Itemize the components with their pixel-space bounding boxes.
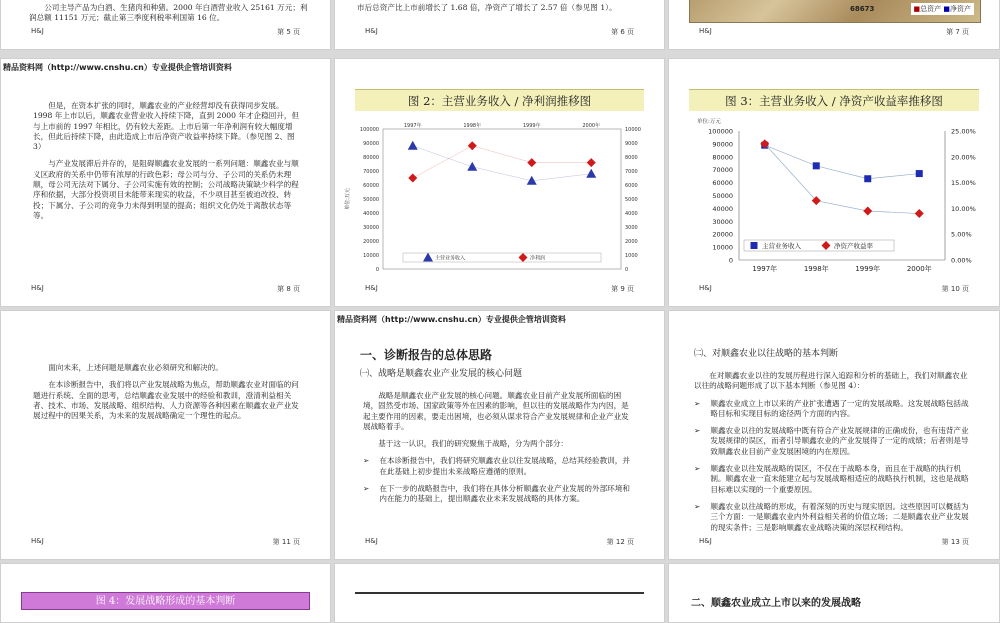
slide-page-13 xyxy=(668,310,1000,560)
arrow-bullet-icon: ➢ xyxy=(694,426,701,436)
page12-body xyxy=(363,391,635,512)
series-line-1 xyxy=(765,145,920,179)
left-tick-label: 20000 xyxy=(363,239,379,245)
left-tick-label: 70000 xyxy=(712,166,733,175)
right-tick-label: 2000 xyxy=(625,239,638,245)
slide-page-7 xyxy=(668,0,1000,50)
page8-paragraph-1: 但是，在资本扩张的同时，顺鑫农业的产业经营却没有获得同步发展。1998 年上市以后，顺鑫农业营业收入持续下降，直到 2000 年才企稳回升，但与上市前的 1997 年相比，仍有较大差距。上市后第一年净利润有较大幅度增长，但此后持续下降，由此造成上市后净资产收益率持续下降。（参见图 2、图 3） xyxy=(33,101,300,152)
page11-paragraph-2: 在本诊断报告中，我们将以产业发展战略为焦点，帮助顺鑫农业对面临的问题进行系统、全面的思考，总结顺鑫农业发展中的经验和教训，澄清利益相关者、技术、市场、发展战略、组织结构、人力资源等各种因素在顺鑫农业产业发展过程中的因果关系，为未来的发展战略确定一个理性的起点。 xyxy=(33,380,299,421)
legend-label: 主营业务收入 xyxy=(762,242,801,250)
legend-square-icon: ■ xyxy=(943,5,950,13)
legend-square-icon: ■ xyxy=(913,5,921,13)
right-tick-label: 20.00% xyxy=(951,153,976,162)
page7-legend: ■总资产 ■净资产 xyxy=(911,3,974,15)
page6-footer: H&J 第 6 页 xyxy=(365,27,634,36)
chart2-title: 图 2：主营业务收入 / 净利润推移图 xyxy=(355,89,644,111)
arrow-bullet-icon: ➢ xyxy=(363,484,370,494)
right-tick-label: 6000 xyxy=(625,183,638,189)
legend-label: 净利润 xyxy=(530,255,546,262)
page13-bullet-4: ➢ 顺鑫农业以往战略的形成，有着深刻的历史与现实原因。这些原因可以概括为三个方面：一是顺鑫农业内外利益相关者的价值立场；二是顺鑫农业产业发展的现实条件；三是影响顺鑫农业战略决策的深层权利结构。 xyxy=(694,501,969,532)
y-axis-unit: 单位:万元 xyxy=(697,119,721,125)
slide-page-6 xyxy=(334,0,665,50)
right-tick-label: 1000 xyxy=(625,253,638,259)
plot-area xyxy=(383,129,621,269)
legend-label: 净资产收益率 xyxy=(834,242,873,250)
data-point xyxy=(916,170,923,177)
chart2-svg xyxy=(335,119,665,294)
arrow-bullet-icon: ➢ xyxy=(694,464,701,474)
page7-value-label: 68673 xyxy=(850,5,875,13)
data-point xyxy=(863,206,872,215)
page7-chart-image xyxy=(689,0,981,23)
page12-bullet-2: ➢ 在下一步的战略报告中，我们将在具体分析顺鑫农业产业发展的外部环境和内在能力的基础上，提出顺鑫农业未来发展战略的具体方案。 xyxy=(363,484,630,504)
slide-page-11 xyxy=(0,310,331,560)
page8-footer: H&J 第 8 页 xyxy=(31,284,300,293)
arrow-bullet-icon: ➢ xyxy=(694,501,701,511)
left-tick-label: 10000 xyxy=(363,253,379,259)
page13-subheading: ㈡、对顺鑫农业以往战略的基本判断 xyxy=(694,349,839,359)
page12-paragraph-2: 基于这一认识，我们的研究聚焦于战略，分为两个部分： xyxy=(378,439,569,449)
left-tick-label: 20000 xyxy=(712,230,733,239)
page13-paragraph-1: 在对顺鑫农业以往的发展历程进行深入追踪和分析的基础上，我们对顺鑫农业以往的战略问题形成了以下基本判断（参见图 4）： xyxy=(694,371,968,391)
page11-paragraph-1: 面向未来，上述问题是顺鑫农业必须研究和解决的。 xyxy=(48,363,223,372)
right-tick-label: 8000 xyxy=(625,155,638,161)
x-tick-label: 1999年 xyxy=(855,265,881,273)
page12-subheading: ㈠、战略是顺鑫农业产业发展的核心问题 xyxy=(360,369,523,379)
left-tick-label: 100000 xyxy=(708,127,733,136)
right-tick-label: 7000 xyxy=(625,169,638,175)
left-tick-label: 60000 xyxy=(363,183,379,189)
left-tick-label: 0 xyxy=(375,267,379,273)
page12-paragraph-1: 战略是顺鑫农业产业发展的核心问题。顺鑫农业目前产业发展所面临的困境，固然受市场、国家政策等外在因素的影响，但以往的发展战略作为内因，是起主要作用的因素，要走出困境，也必须从谋求符合产业发展规律和企业产业发展战略着手。 xyxy=(363,391,629,431)
page13-bullet-2: ➢ 顺鑫农业以往的发展战略中既有符合产业发展规律的正确成份，也有违背产业发展规律的误区，而者引导顺鑫农业的产业发展得了一定的成绩；后者则是导致顺鑫农业目前产业发展困境的内在原因。 xyxy=(694,426,969,456)
left-tick-label: 80000 xyxy=(363,155,379,161)
slide-page-5 xyxy=(0,0,331,50)
x-tick-label: 2000年 xyxy=(906,265,932,273)
data-point xyxy=(915,209,924,218)
y-axis-label: 单位:万元 xyxy=(345,188,351,210)
page13-bullet-3: ➢ 顺鑫农业以往发展战略的误区，不仅在于战略本身，而且在于战略的执行机制。顺鑫农业一直未能建立起与发展战略相适应的战略执行机制，这也是战略目标难以实现的一个重要原因。 xyxy=(694,464,969,494)
legend-marker xyxy=(751,242,758,249)
right-tick-label: 5.00% xyxy=(951,230,972,239)
page12-heading: 一、诊断报告的总体思路 xyxy=(360,348,493,362)
data-point xyxy=(864,175,871,182)
page8-body xyxy=(33,101,301,228)
page9-footer: H&J 第 9 页 xyxy=(365,284,634,293)
left-tick-label: 90000 xyxy=(363,141,379,147)
right-tick-label: 0.00% xyxy=(951,256,972,265)
page6-text: 市后总资产比上市前增长了 1.68 倍，净资产了增长了 2.57 倍（参见图 1）。 xyxy=(357,3,617,12)
left-tick-label: 80000 xyxy=(712,153,733,162)
chart3-svg xyxy=(669,117,1000,292)
right-tick-label: 9000 xyxy=(625,141,638,147)
x-tick-label: 2000年 xyxy=(582,123,601,129)
slide-page-12 xyxy=(334,310,665,560)
slide-page-10 xyxy=(668,58,1000,307)
left-tick-label: 50000 xyxy=(712,192,733,200)
page13-bullet-1: ➢ 顺鑫农业成立上市以来的产业扩张遭遇了一定的发展战略。这发展战略包括战略目标和实现目标的途径两个方面的内容。 xyxy=(694,398,969,418)
right-tick-label: 10.00% xyxy=(951,204,976,213)
slide-page-15 xyxy=(334,563,665,623)
x-tick-label: 1999年 xyxy=(522,123,541,129)
slide-page-8 xyxy=(0,58,331,307)
arrow-bullet-icon: ➢ xyxy=(363,456,370,466)
left-tick-label: 90000 xyxy=(712,140,733,149)
left-tick-label: 40000 xyxy=(363,211,379,217)
arrow-bullet-icon: ➢ xyxy=(694,398,701,408)
page10-footer: H&J 第 10 页 xyxy=(699,284,969,293)
left-tick-label: 0 xyxy=(728,256,733,265)
right-tick-label: 0 xyxy=(625,267,629,273)
right-tick-label: 15.00% xyxy=(951,179,976,188)
slide-page-14 xyxy=(0,563,331,623)
left-tick-label: 100000 xyxy=(359,127,379,133)
page13-footer: H&J 第 13 页 xyxy=(699,537,969,546)
page5-text: 公司主导产品为白酒、生猪肉和种猪。2000 年白酒营业收入 25161 万元；利润总额 11151 万元；截止第三季度利税率利国第 16 位。 xyxy=(29,3,308,23)
left-tick-label: 60000 xyxy=(712,179,733,188)
left-tick-label: 10000 xyxy=(712,243,733,252)
page11-body xyxy=(33,363,303,428)
legend-label: 主营业务收入 xyxy=(435,255,466,262)
right-tick-label: 4000 xyxy=(625,211,638,217)
right-tick-label: 10000 xyxy=(625,127,641,133)
slide-page-9 xyxy=(334,58,665,307)
page14-title: 图 4：发展战略形成的基本判断 xyxy=(21,592,310,610)
page5-footer: H&J 第 5 页 xyxy=(31,27,300,36)
page8-banner: 精品资料网（http://www.cnshu.cn）专业提供企管培训资料 xyxy=(3,63,232,72)
left-tick-label: 30000 xyxy=(363,225,379,231)
right-tick-label: 3000 xyxy=(625,225,638,231)
left-tick-label: 70000 xyxy=(363,169,379,175)
data-point xyxy=(813,162,820,169)
page7-footer: H&J 第 7 页 xyxy=(699,27,969,36)
page16-heading: 二、顺鑫农业成立上市以来的发展战略 xyxy=(691,598,861,609)
legend-box xyxy=(403,253,601,262)
page11-footer: H&J 第 11 页 xyxy=(31,537,300,546)
page12-bullet-1: ➢ 在本诊断报告中，我们将研究顺鑫农业以往发展战略，总结其经验教训，并在此基础上初步提出未来战略应遵循的原则。 xyxy=(363,456,630,476)
left-tick-label: 50000 xyxy=(363,197,379,203)
chart3-title: 图 3：主营业务收入 / 净资产收益率推移图 xyxy=(689,89,979,111)
right-tick-label: 5000 xyxy=(625,197,638,203)
page8-paragraph-2: 与产业发展滞后并存的，是阻碍顺鑫农业发展的一系列问题：顺鑫农业与顺义区政府的关系中仍带有浓厚的行政色彩；母公司与分、子公司的关系仍未理顺，母公司无法对下属分、子公司实施有效的控制；公司战略决策缺少科学的程序和依据，大部分投资项目未能带来现实的收益，不少项目甚至被迫改投、转投；下属分、子公司的竞争力未得到明显的提高；组织文化仍处于离散状态等等。 xyxy=(33,159,299,220)
right-tick-label: 25.00% xyxy=(951,127,976,136)
left-tick-label: 30000 xyxy=(712,217,733,226)
x-tick-label: 1998年 xyxy=(463,123,482,129)
slide-page-16 xyxy=(668,563,1000,623)
x-tick-label: 1997年 xyxy=(752,265,778,273)
page12-banner: 精品资料网（http://www.cnshu.cn）专业提供企管培训资料 xyxy=(337,315,566,324)
x-tick-label: 1997年 xyxy=(403,123,422,129)
left-tick-label: 40000 xyxy=(712,204,733,213)
x-tick-label: 1998年 xyxy=(803,265,829,273)
page13-body xyxy=(694,371,974,540)
page15-rule xyxy=(355,592,644,594)
page12-footer: H&J 第 12 页 xyxy=(365,537,634,546)
